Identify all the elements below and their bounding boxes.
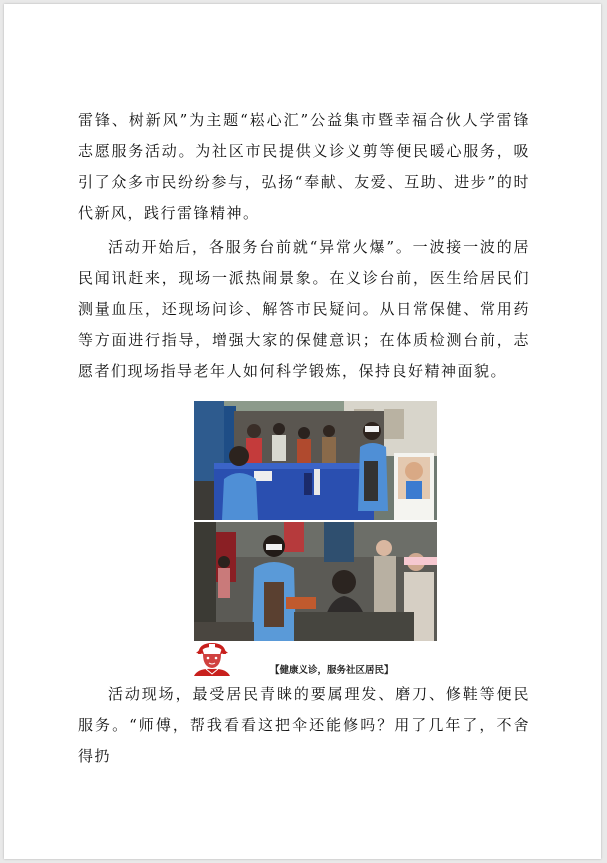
figure-caption-block — [190, 640, 420, 676]
paragraph-activity-start: 活动开始后，各服务台前就“异常火爆”。一波接一波的居民闻讯赶来，现场一派热闹景象。在义诊台前，医生给居民们测量血压，还现场问诊、解答市民疑问。从日常保健、常用药等方面进行指导，增强大家的保健意识；在体质检测台前，志愿者们现场指导老年人如何科学锻炼，保持良好精神面貌。 — [78, 238, 530, 380]
paragraph-convenience-services: 活动现场，最受居民青睐的要属理发、磨刀、修鞋等便民服务。“师傅，帮我看看这把伞还能修吗？用了几年了，不舍得扔 — [78, 685, 530, 765]
document-page — [4, 4, 601, 859]
health-clinic-photo — [194, 401, 437, 520]
volunteer-service-photo — [194, 522, 437, 641]
lei-feng-portrait-icon — [190, 640, 234, 676]
paragraph-intro: 雷锋、树新风”为主题“崧心汇”公益集市暨幸福合伙人学雷锋志愿服务活动。为社区市民提供义诊义剪等便民暖心服务，吸引了众多市民纷纷参与，弘扬“奉献、友爱、互助、进步”的时代新风，践行雷锋精神。 — [78, 111, 530, 222]
figure-caption: 【健康义诊，服务社区居民】 — [270, 665, 394, 676]
